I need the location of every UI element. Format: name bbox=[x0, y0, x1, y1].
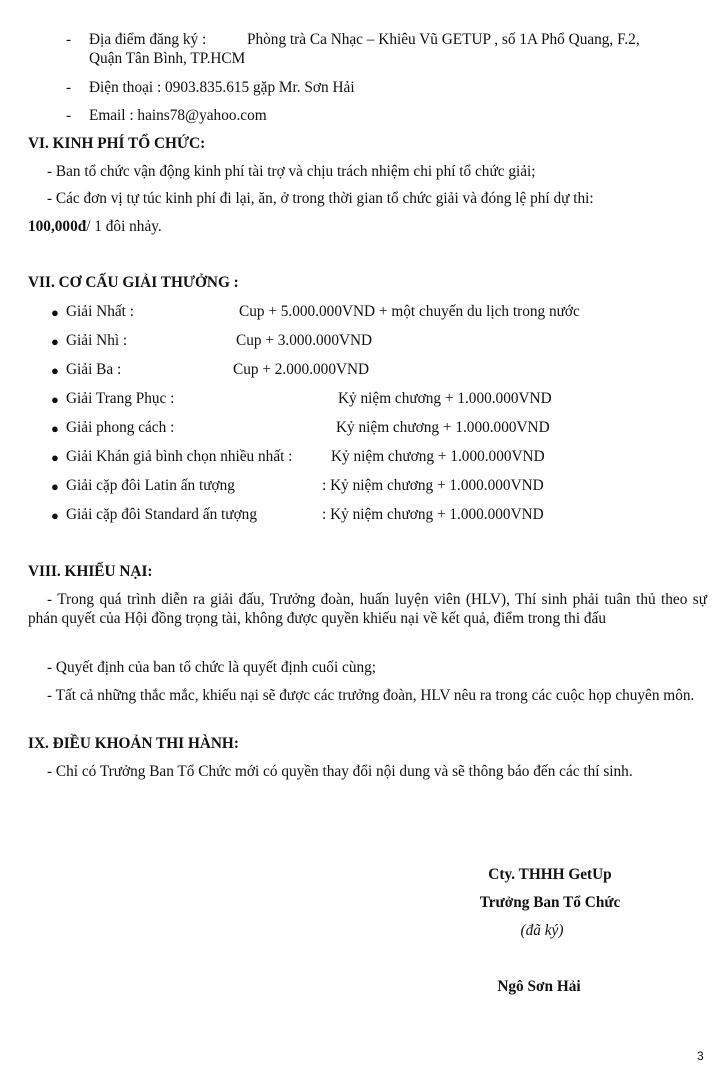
prize-value: Kỷ niệm chương + 1.000.000VND bbox=[331, 448, 545, 465]
fee-line bbox=[28, 218, 162, 237]
section-viii-para1: - Trong quá trình diễn ra giải đấu, Trưởng đoàn, huấn luyện viên (HLV), Thí sinh phải tuân thủ theo sự phán quyết của Hội đồng trọng tài, không được quyền khiếu nại về kết quả, điểm trong thi đấu bbox=[28, 591, 707, 627]
section-heading-viii: VIII. KHIẾU NẠI: bbox=[28, 563, 153, 580]
location-label: Địa điểm đăng ký : bbox=[89, 31, 207, 48]
signature-title: Trưởng Ban Tổ Chức bbox=[479, 894, 621, 911]
section-vi-line1: - Ban tổ chức vận động kinh phí tài trợ và chịu trách nhiệm chi phí tổ chức giải; bbox=[47, 163, 536, 180]
bullet-icon: ● bbox=[51, 334, 59, 349]
prize-name: Giải Ba : bbox=[66, 361, 122, 378]
signature-signed-note: (đã ký) bbox=[520, 922, 564, 939]
section-vi-line2: - Các đơn vị tự túc kinh phí đi lại, ăn, ở trong thời gian tổ chức giải và đóng lệ phí dự thi: bbox=[47, 190, 594, 207]
prize-name: Giải Nhất : bbox=[66, 303, 134, 320]
prize-name: Giải cặp đôi Latin ấn tượng bbox=[66, 477, 235, 494]
section-viii-para3: - Tất cả những thắc mắc, khiếu nại sẽ được các trưởng đoàn, HLV nêu ra trong các cuộc họp chuyên môn. bbox=[47, 687, 695, 704]
section-ix-para1: - Chỉ có Trưởng Ban Tổ Chức mới có quyền thay đổi nội dung và sẽ thông báo đến các thí sinh. bbox=[47, 763, 633, 780]
list-dash: - bbox=[66, 107, 72, 124]
list-dash: - bbox=[66, 79, 72, 96]
bullet-icon: ● bbox=[51, 421, 59, 436]
prize-value: Cup + 5.000.000VND + một chuyến du lịch trong nước bbox=[239, 303, 580, 320]
fee-amount: 100,000đ bbox=[28, 218, 87, 235]
signature-name: Ngô Sơn Hải bbox=[497, 978, 581, 995]
section-viii-para2: - Quyết định của ban tổ chức là quyết định cuối cùng; bbox=[47, 659, 377, 676]
prize-name: Giải phong cách : bbox=[66, 419, 175, 436]
prize-name: Giải Khán giả bình chọn nhiều nhất : bbox=[66, 448, 293, 465]
bullet-icon: ● bbox=[51, 363, 59, 378]
bullet-icon: ● bbox=[51, 392, 59, 407]
phone-line: Điện thoại : 0903.835.615 gặp Mr. Sơn Hải bbox=[89, 79, 355, 96]
list-dash: - bbox=[66, 31, 72, 48]
location-line2: Quận Tân Bình, TP.HCM bbox=[89, 50, 246, 67]
bullet-icon: ● bbox=[51, 508, 59, 523]
prize-value: : Kỷ niệm chương + 1.000.000VND bbox=[322, 506, 544, 523]
bullet-icon: ● bbox=[51, 450, 59, 465]
page-number: 3 bbox=[697, 1049, 704, 1063]
bullet-icon: ● bbox=[51, 479, 59, 494]
prize-value: Kỷ niệm chương + 1.000.000VND bbox=[336, 419, 550, 436]
prize-value: Kỷ niệm chương + 1.000.000VND bbox=[338, 390, 552, 407]
location-line1: Phòng trà Ca Nhạc – Khiêu Vũ GETUP , số 1A Phổ Quang, F.2, bbox=[247, 31, 640, 48]
signature-company: Cty. THHH GetUp bbox=[488, 866, 612, 883]
fee-unit: / 1 đôi nhảy. bbox=[86, 218, 162, 235]
prize-name: Giải Trang Phục : bbox=[66, 390, 175, 407]
prize-name: Giải Nhì : bbox=[66, 332, 128, 349]
prize-name: Giải cặp đôi Standard ấn tượng bbox=[66, 506, 257, 523]
bullet-icon: ● bbox=[51, 305, 59, 320]
section-heading-vii: VII. CƠ CẤU GIẢI THƯỞNG : bbox=[28, 274, 239, 291]
prize-value: Cup + 2.000.000VND bbox=[233, 361, 370, 378]
section-heading-vi: VI. KINH PHÍ TỔ CHỨC: bbox=[28, 135, 206, 152]
email-line: Email : hains78@yahoo.com bbox=[89, 107, 267, 124]
section-heading-ix: IX. ĐIỀU KHOẢN THI HÀNH: bbox=[28, 735, 239, 752]
prize-value: Cup + 3.000.000VND bbox=[236, 332, 373, 349]
prize-value: : Kỷ niệm chương + 1.000.000VND bbox=[322, 477, 544, 494]
